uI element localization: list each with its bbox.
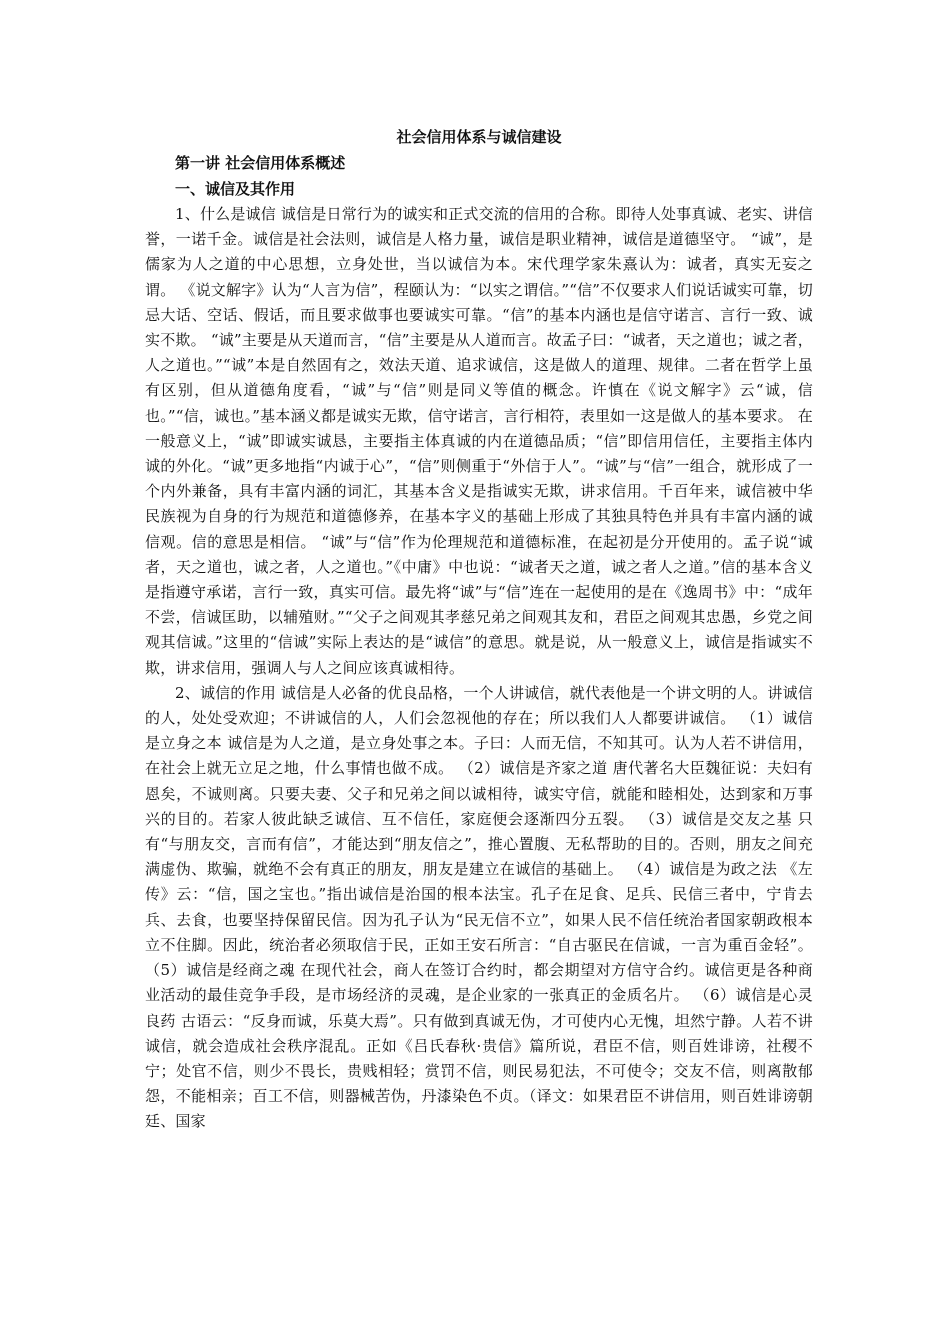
lecture-heading: 第一讲 社会信用体系概述 <box>175 154 346 172</box>
paragraph-what-is-integrity: 1、什么是诚信 诚信是日常行为的诚实和正式交流的信用的合称。即待人处事真诚、老实、讲信誉，一诺千金。诚信是社会法则，诚信是人格力量，诚信是职业精神，诚信是道德坚守。 “诚”，是儒家为人之道的中心思想，立身处世，当以诚信为本。宋代理学家朱熹认为：诚者，真实无妄之谓。 《说文解字》认为“人言为信”，程颐认为：“以实之谓信。”“信”不仅要求人们说话诚实可靠，切忌大话、空话、假话，而且要求做事也要诚实可靠。“信”的基本内涵也是信守诺言、言行一致、诚实不欺。 “诚”主要是从天道而言，“信”主要是从人道而言。故孟子曰：“诚者，天之道也；诚之者，人之道也。”“诚”本是自然固有之，效法天道、追求诚信，这是做人的道理、规律。二者在哲学上虽有区别，但从道德角度看，“诚”与“信”则是同义等值的概念。许慎在《说文解字》云“诚，信也。”“信，诚也。”基本涵义都是诚实无欺，信守诺言，言行相符，表里如一这是做人的基本要求。 在一般意义上，“诚”即诚实诚恳，主要指主体真诚的内在道德品质；“信”即信用信任，主要指主体内诚的外化。“诚”更多地指“内诚于心”，“信”则侧重于“外信于人”。“诚”与“信”一组合，就形成了一个内外兼备，具有丰富内涵的词汇，其基本含义是指诚实无欺，讲求信用。千百年来，诚信被中华民族视为自身的行为规范和道德修养，在基本字义的基础上形成了其独具特色并具有丰富内涵的诚信观。信的意思是相信。 “诚”与“信”作为伦理规范和道德标准，在起初是分开使用的。孟子说“诚者，天之道也，诚之者，人之道也。”《中庸》中也说：“诚者天之道，诚之者人之道。”信的基本含义是指遵守承诺，言行一致，真实可信。最先将“诚”与“信”连在一起使用的是在《逸周书》中：“成年不尝，信诚匡助，以辅殖财。”“父子之间观其孝慈兄弟之间观其友和，君臣之间观其忠愚，乡党之间观其信诚。”这里的“信诚”实际上表达的是“诚信”的意思。就是说，从一般意义上，诚信是指诚实不欺，讲求信用，强调人与人之间应该真诚相待。 <box>145 205 813 677</box>
paragraph-role-of-integrity: 2、诚信的作用 诚信是人必备的优良品格，一个人讲诚信，就代表他是一个讲文明的人。讲诚信的人，处处受欢迎；不讲诚信的人，人们会忽视他的存在；所以我们人人都要讲诚信。 （1）诚信是立身之本 诚信是为人之道，是立身处事之本。子曰：人而无信，不知其可。认为人若不讲信用，在社会上就无立足之地，什么事情也做不成。 （2）诚信是齐家之道 唐代著名大臣魏征说：夫妇有恩矣，不诚则离。只要夫妻、父子和兄弟之间以诚相待，诚实守信，就能和睦相处，达到家和万事兴的目的。若家人彼此缺乏诚信、互不信任，家庭便会逐渐四分五裂。 （3）诚信是交友之基 只有“与朋友交，言而有信”，才能达到“朋友信之”，推心置腹、无私帮助的目的。否则，朋友之间充满虚伪、欺骗，就绝不会有真正的朋友，朋友是建立在诚信的基础上。 （4）诚信是为政之法 《左传》云：“信，国之宝也。”指出诚信是治国的根本法宝。孔子在足食、足兵、民信三者中，宁肯去兵、去食，也要坚持保留民信。因为孔子认为“民无信不立”，如果人民不信任统治者国家朝政根本立不住脚。因此，统治者必须取信于民，正如王安石所言：“自古驱民在信诚，一言为重百金轻”。 （5）诚信是经商之魂 在现代社会，商人在签订合约时，都会期望对方信守合约。诚信更是各种商业活动的最佳竞争手段，是市场经济的灵魂，是企业家的一张真正的金质名片。 （6）诚信是心灵良药 古语云：“反身而诚，乐莫大焉”。只有做到真诚无伪，才可使内心无愧，坦然宁静。人若不讲诚信，就会造成社会秩序混乱。正如《吕氏春秋·贵信》篇所说，君臣不信，则百姓诽谤，社稷不宁；处官不信，则少不畏长，贵贱相轻；赏罚不信，则民易犯法，不可使令；交友不信，则离散郁怨，不能相亲；百工不信，则器械苦伪，丹漆染色不贞。（译文：如果君臣不讲信用，则百姓诽谤朝廷、国家 <box>145 683 813 1131</box>
section-heading: 一、诚信及其作用 <box>175 180 296 198</box>
document-title: 社会信用体系与诚信建设 <box>396 128 562 146</box>
document-page <box>145 124 813 1135</box>
